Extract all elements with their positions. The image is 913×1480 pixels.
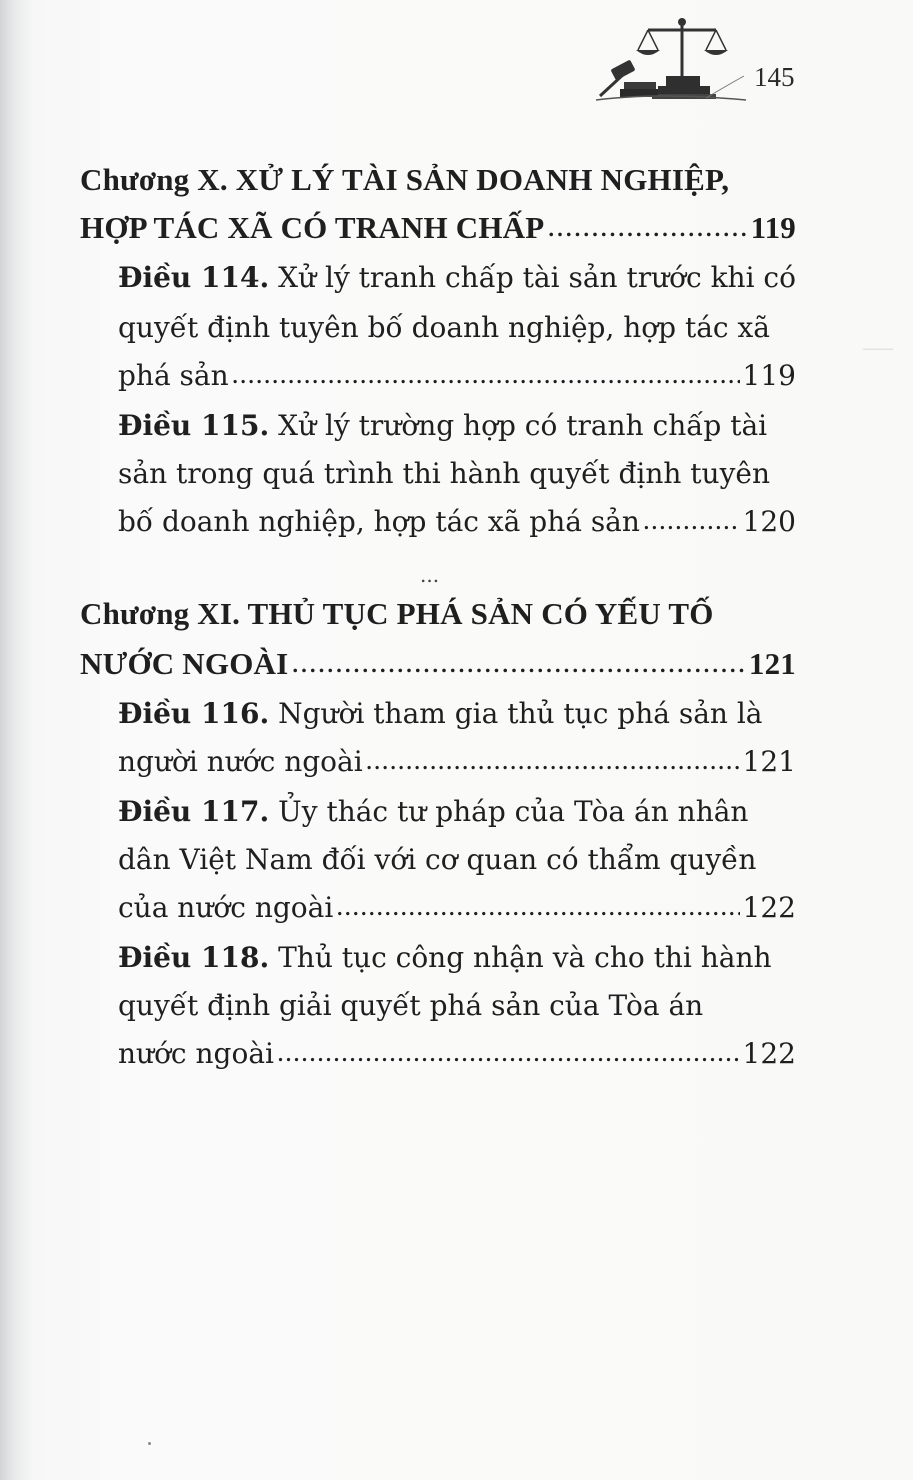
toc-page-number: 122 [742,1037,796,1070]
toc-article-text: phá sản [118,359,229,392]
toc-article-117-line-2[interactable] [118,843,796,876]
toc-dot-leader [291,646,746,677]
toc-chapter-xi-title-1: Chương XI. THỦ TỤC PHÁ SẢN CÓ YẾU TỐ [80,596,714,631]
section-separator: ... [420,563,440,587]
toc-article-label: Điều 116. [118,697,270,730]
toc-article-117-line-1[interactable] [118,795,796,828]
scales-of-justice-gavel-icon [596,16,746,102]
toc-article-text: nước ngoài [118,1037,274,1070]
toc-chapter-xi-line-1[interactable] [80,598,796,629]
toc-dot-leader [547,210,747,241]
toc-page-number: 119 [742,359,796,392]
toc-article-label: Điều 114. [118,261,270,294]
toc-chapter-x-title-2: HỢP TÁC XÃ CÓ TRANH CHẤP [80,210,545,245]
toc-article-text: Xử lý tranh chấp tài sản trước khi có [269,261,796,294]
toc-article-label: Điều 115. [118,409,270,442]
toc-article-text: Thủ tục công nhận và cho thi hành [269,941,772,974]
toc-chapter-x-title-1: Chương X. XỬ LÝ TÀI SẢN DOANH NGHIỆP, [80,162,730,197]
toc-article-label: Điều 118. [118,941,270,974]
toc-article-116-line-2[interactable] [118,745,796,778]
toc-dot-leader [336,893,739,921]
toc-article-114-line-3[interactable] [118,359,796,392]
toc-article-115-line-1[interactable] [118,409,796,442]
toc-page-number: 121 [748,646,796,681]
toc-page-number: 122 [742,891,796,924]
toc-article-115-line-2[interactable] [118,457,796,490]
toc-article-118-line-1[interactable] [118,941,796,974]
toc-article-114-line-1[interactable] [118,261,796,294]
toc-chapter-xi-title-2: NƯỚC NGOÀI [80,646,289,681]
toc-article-115-line-3[interactable] [118,505,796,538]
toc-dot-leader [643,507,740,535]
paper-speck [148,1442,151,1445]
toc-article-text: của nước ngoài [118,891,334,924]
page-number: 145 [754,62,795,92]
toc-article-118-line-2[interactable] [118,989,796,1022]
page-header [596,16,896,106]
toc-dot-leader [366,747,740,775]
toc-article-118-line-3[interactable] [118,1037,796,1070]
toc-article-text: Ủy thác tư pháp của Tòa án nhân [269,795,749,828]
toc-chapter-xi-line-2[interactable] [80,648,796,679]
toc-article-117-line-3[interactable] [118,891,796,924]
toc-dot-leader [232,361,740,389]
toc-article-text: Người tham gia thủ tục phá sản là [269,697,763,730]
toc-article-text: dân Việt Nam đối với cơ quan có thẩm quyền [118,843,757,876]
bleed-through-mark: — [863,330,893,363]
toc-page-number: 121 [742,745,796,778]
toc-article-text: người nước ngoài [118,745,363,778]
toc-article-116-line-1[interactable] [118,697,796,730]
toc-article-text: sản trong quá trình thi hành quyết định tuyên [118,457,770,490]
toc-page-number: 119 [750,210,796,245]
toc-article-text: quyết định giải quyết phá sản của Tòa án [118,989,704,1022]
toc-chapter-x-line-1[interactable] [80,164,796,195]
toc-article-text: Xử lý trường hợp có tranh chấp tài [269,409,768,442]
toc-article-label: Điều 117. [118,795,270,828]
toc-article-text: quyết định tuyên bố doanh nghiệp, hợp tác xã [118,311,770,344]
toc-chapter-x-line-2[interactable] [80,212,796,243]
toc-page-number: 120 [742,505,796,538]
toc-article-114-line-2[interactable] [118,311,796,344]
toc-dot-leader [277,1039,740,1067]
toc-article-text: bố doanh nghiệp, hợp tác xã phá sản [118,505,640,538]
